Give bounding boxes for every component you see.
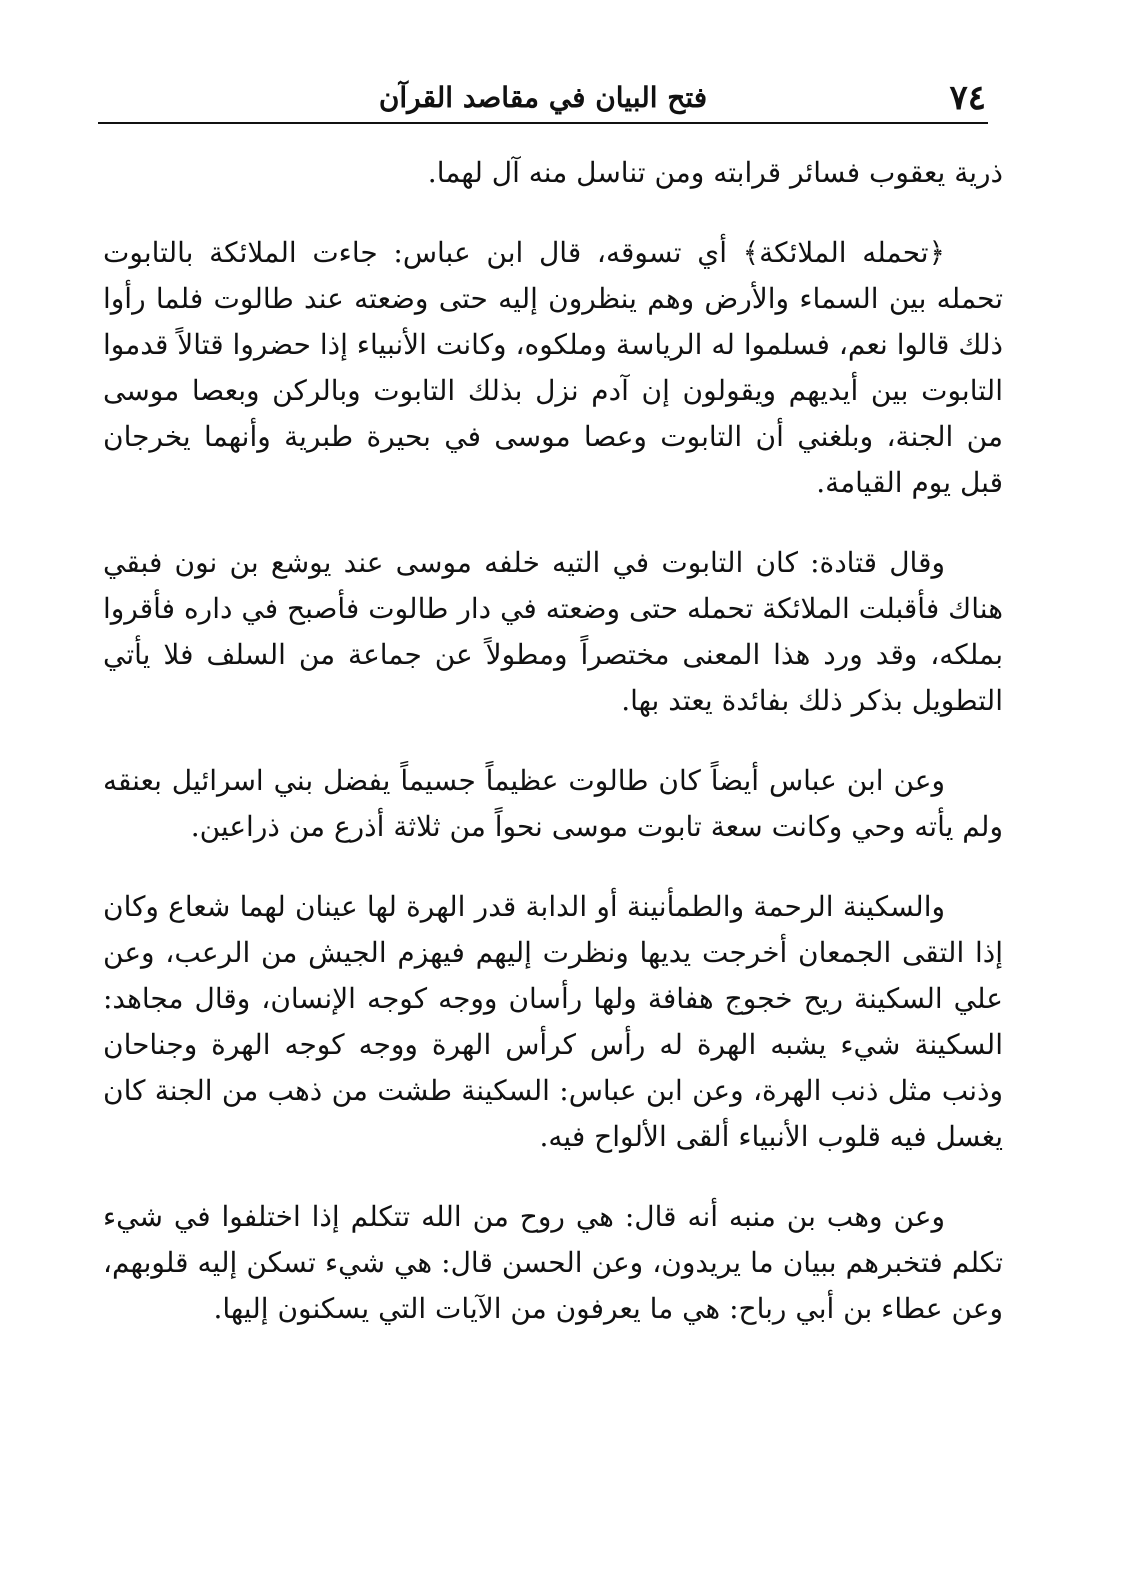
body-text	[103, 150, 1003, 1366]
paragraph-6: وعن وهب بن منبه أنه قال: هي روح من الله تتكلم إذا اختلفوا في شيء تكلم فتخبرهم ببيان ما يريدون، وعن الحسن قال: هي شيء تسكن إليه قلوبهم، وعن عطاء بن أبي رباح: هي ما يعرفون من الآيات التي يسكنون إليها.	[103, 1200, 1003, 1325]
paragraph-3: وقال قتادة: كان التابوت في التيه خلفه موسى عند يوشع بن نون فبقي هناك فأقبلت الملائكة تحمله حتى وضعته في دار طالوت فأصبح في داره فأقروا بملكه، وقد ورد هذا المعنى مختصراً ومطولاً عن جماعة من السلف فلا يأتي التطويل بذكر ذلك بفائدة يعتد بها.	[103, 546, 1003, 717]
paragraph-2: ﴿تحمله الملائكة﴾ أي تسوقه، قال ابن عباس: جاءت الملائكة بالتابوت تحمله بين السماء والأرض وهم ينظرون إليه حتى وضعته عند طالوت فلما رأوا ذلك قالوا نعم، فسلموا له الرياسة وملكوه، وكانت الأنبياء إذا حضروا قتالاً قدموا التابوت بين أيديهم ويقولون إن آدم نزل بذلك التابوت وبالركن وبعصا موسى من الجنة، وبلغني أن التابوت وعصا موسى في بحيرة طبرية وأنهما يخرجان قبل يوم القيامة.	[103, 236, 1003, 499]
paragraph-5: والسكينة الرحمة والطمأنينة أو الدابة قدر الهرة لها عينان لهما شعاع وكان إذا التقى الجمعان أخرجت يديها ونظرت إليهم فيهزم الجيش من الرعب، وعن علي السكينة ريح خجوج هفافة ولها رأسان ووجه كوجه الإنسان، وقال مجاهد: السكينة شيء يشبه الهرة له رأس كرأس الهرة ووجه كوجه الهرة وجناحان وذنب مثل ذنب الهرة، وعن ابن عباس: السكينة طشت من ذهب من الجنة كان يغسل فيه قلوب الأنبياء ألقى الألواح فيه.	[103, 890, 1003, 1153]
paragraph-4: وعن ابن عباس أيضاً كان طالوت عظيماً جسيماً يفضل بني اسرائيل بعنقه ولم يأته وحي وكانت سعة تابوت موسى نحواً من ثلاثة أذرع من ذراعين.	[103, 764, 1003, 843]
paragraph-1: ذرية يعقوب فسائر قرابته ومن تناسل منه آل لهما.	[427, 156, 1003, 189]
page-number: ٧٤	[949, 78, 986, 118]
running-header	[98, 70, 988, 124]
book-title: فتح البيان في مقاصد القرآن	[378, 81, 708, 114]
